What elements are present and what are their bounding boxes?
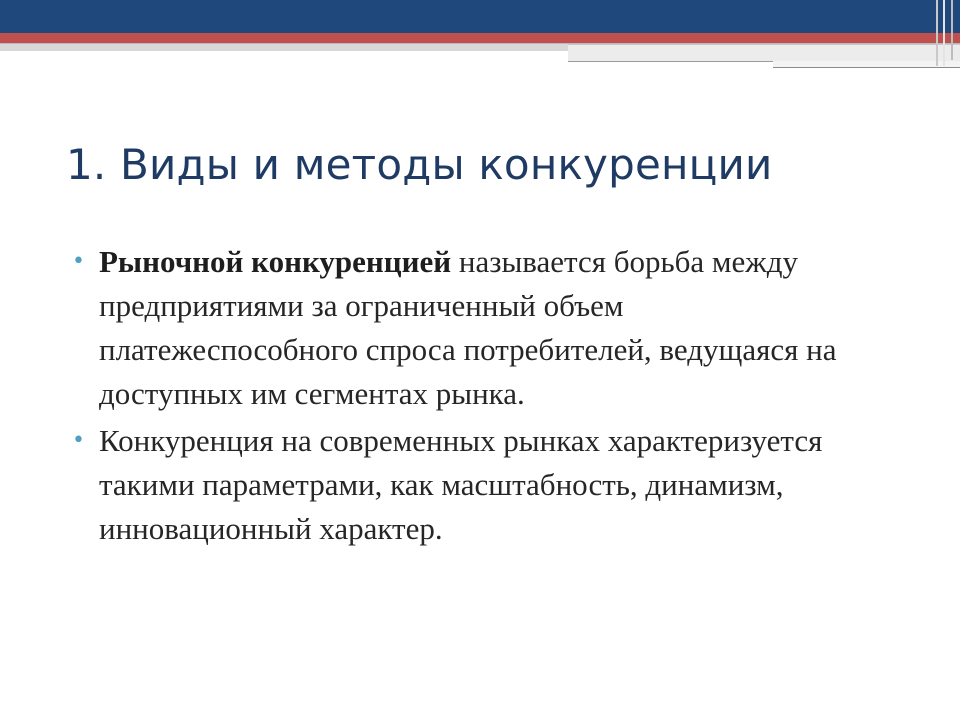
- header-decor-line: [936, 0, 938, 66]
- bullet-item-competition-parameters: [72, 419, 872, 551]
- bullet-term: Рыночной конкуренцией: [99, 244, 452, 279]
- bullet-item-market-competition: [72, 240, 872, 416]
- slide-body: [72, 240, 872, 554]
- bullet-dot-icon: •: [72, 249, 85, 274]
- bullet-dot-icon: •: [72, 428, 85, 453]
- header-banner-blue: [0, 0, 960, 33]
- header-banner-step-small: [773, 61, 960, 68]
- header-decor-line: [943, 0, 945, 66]
- header-decor-line: [951, 0, 953, 60]
- slide-title: 1. Виды и методы конкуренции: [66, 140, 773, 189]
- header-banner-red: [0, 33, 960, 43]
- bullet-text: называется борьба между предприятиями за ограниченный объем платежеспособного спроса потребителей, ведущаяся на доступных им сегментах рынка.: [99, 244, 837, 411]
- header-banner-step: [568, 44, 960, 62]
- bullet-text: Конкуренция на современных рынках характеризуется такими параметрами, как масштабность, динамизм, инновационный характер.: [99, 423, 823, 546]
- bullet-list: [72, 240, 872, 551]
